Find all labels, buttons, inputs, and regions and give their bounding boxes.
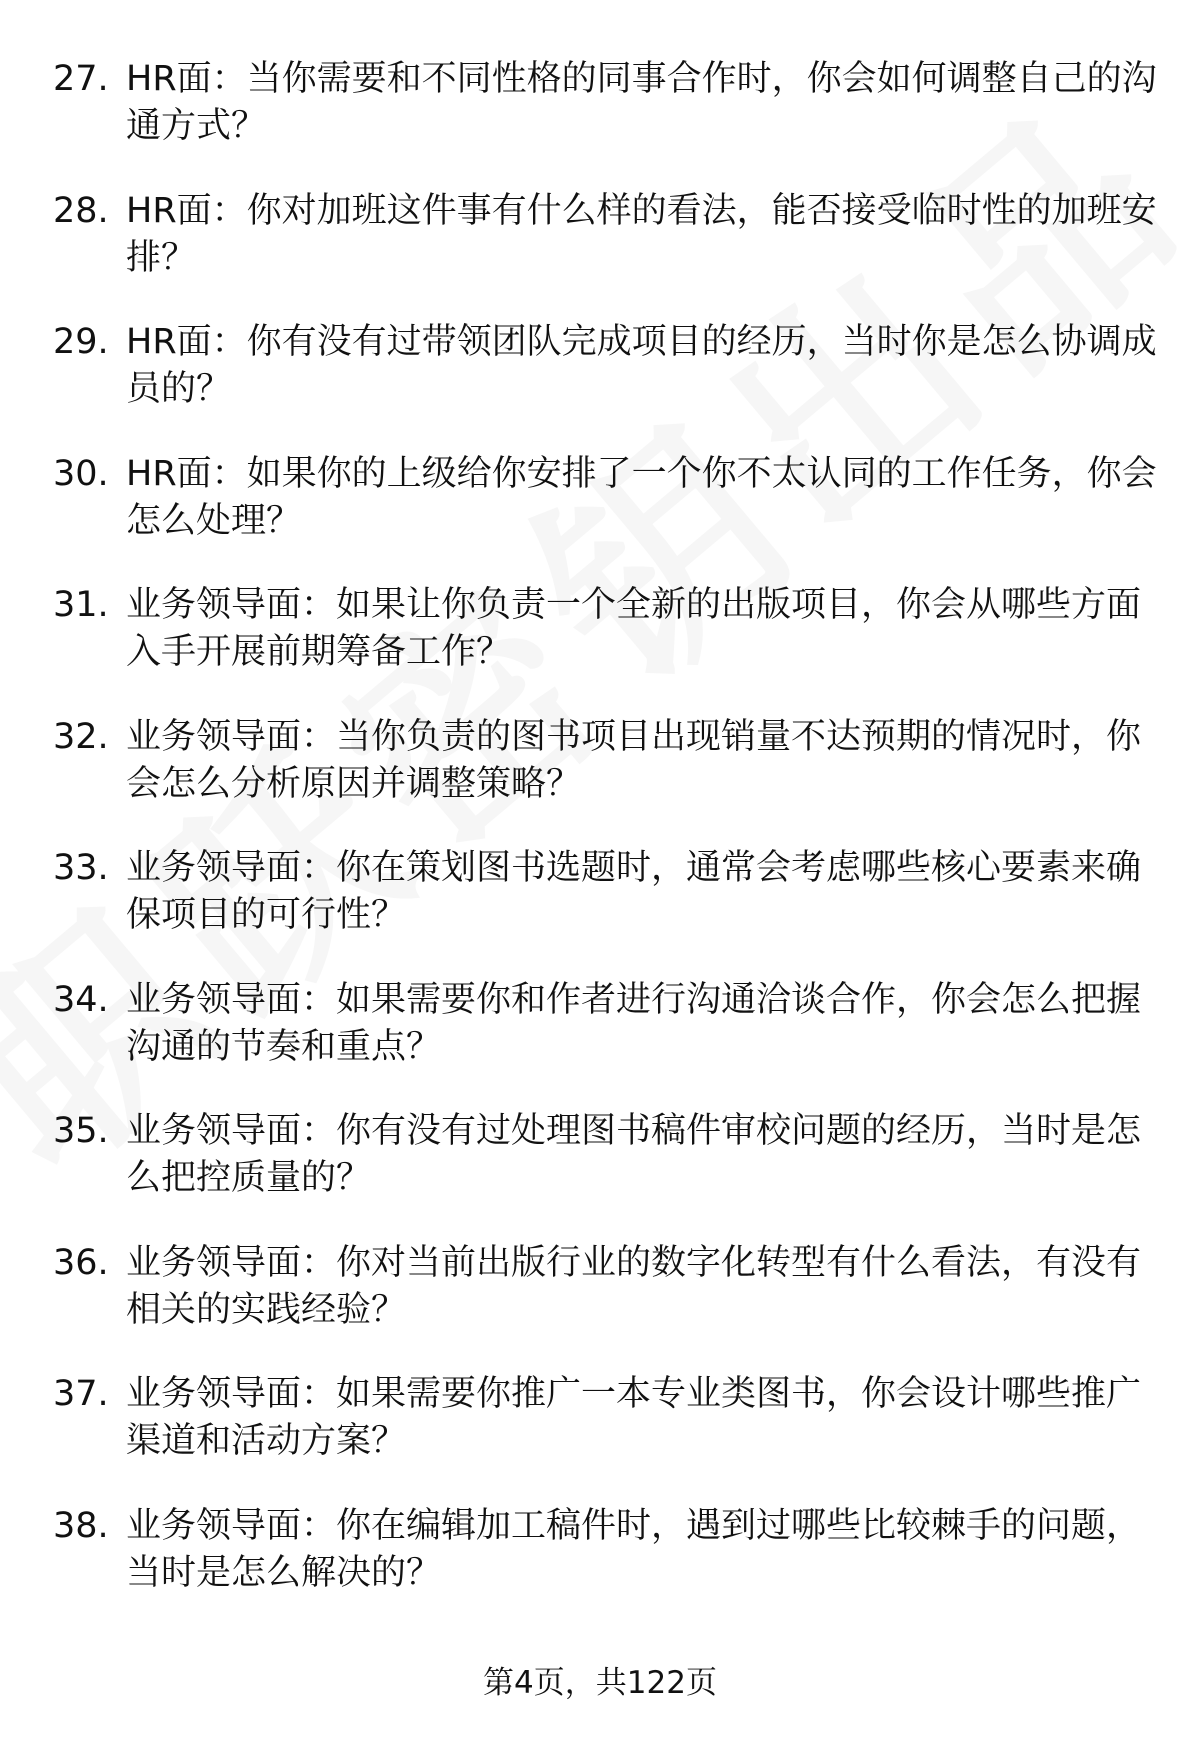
question-text: HR面：如果你的上级给你安排了一个你不太认同的工作任务，你会怎么处理？ [126, 453, 1157, 541]
question-item-35 [0, 1108, 1200, 1240]
question-text: 业务领导面：当你负责的图书项目出现销量不达预期的情况时，你会怎么分析原因并调整策略？ [126, 716, 1142, 804]
question-text: 业务领导面：你对当前出版行业的数字化转型有什么看法，有没有相关的实践经验？ [126, 1242, 1142, 1330]
question-item-30 [0, 451, 1200, 583]
question-text: 业务领导面：如果让你负责一个全新的出版项目，你会从哪些方面入手开展前期筹备工作？ [126, 585, 1142, 672]
question-number: 34. [53, 979, 109, 1020]
question-item-36 [0, 1240, 1200, 1372]
question-text: 业务领导面：你有没有过处理图书稿件审校问题的经历，当时是怎么把控质量的？ [126, 1111, 1142, 1198]
question-text: 业务领导面：你在策划图书选题时，通常会考虑哪些核心要素来确保项目的可行性？ [126, 848, 1142, 935]
question-number: 30. [53, 453, 109, 494]
page-number-footer: 第4页，共122页 [483, 1665, 717, 1701]
question-number: 28. [53, 190, 109, 231]
question-number: 27. [53, 59, 109, 99]
question-list [0, 56, 1200, 1634]
question-number: 29. [53, 322, 109, 362]
question-item-28 [0, 188, 1200, 320]
question-text: HR面：你对加班这件事有什么样的看法，能否接受临时性的加班安排？ [126, 190, 1157, 278]
question-item-33 [0, 845, 1200, 977]
question-number: 33. [53, 848, 109, 888]
question-number: 36. [53, 1242, 109, 1283]
question-text: 业务领导面：你在编辑加工稿件时，遇到过哪些比较棘手的问题，当时是怎么解决的？ [126, 1505, 1142, 1593]
question-text: HR面：你有没有过带领团队完成项目的经历，当时你是怎么协调成员的？ [126, 322, 1157, 409]
question-number: 31. [53, 585, 109, 625]
question-item-32 [0, 714, 1200, 846]
question-item-31 [0, 582, 1200, 714]
question-text: 业务领导面：如果需要你推广一本专业类图书，你会设计哪些推广渠道和活动方案？ [126, 1374, 1142, 1461]
question-number: 35. [53, 1111, 109, 1151]
question-text: 业务领导面：如果需要你和作者进行沟通洽谈合作，你会怎么把握沟通的节奏和重点？ [126, 979, 1142, 1067]
question-number: 32. [53, 716, 109, 757]
question-number: 37. [53, 1374, 109, 1414]
question-item-38 [0, 1503, 1200, 1635]
question-number: 38. [53, 1505, 109, 1546]
question-item-34 [0, 977, 1200, 1109]
question-text: HR面：当你需要和不同性格的同事合作时，你会如何调整自己的沟通方式？ [126, 59, 1157, 146]
question-item-27 [0, 56, 1200, 188]
question-item-37 [0, 1371, 1200, 1503]
question-item-29 [0, 319, 1200, 451]
